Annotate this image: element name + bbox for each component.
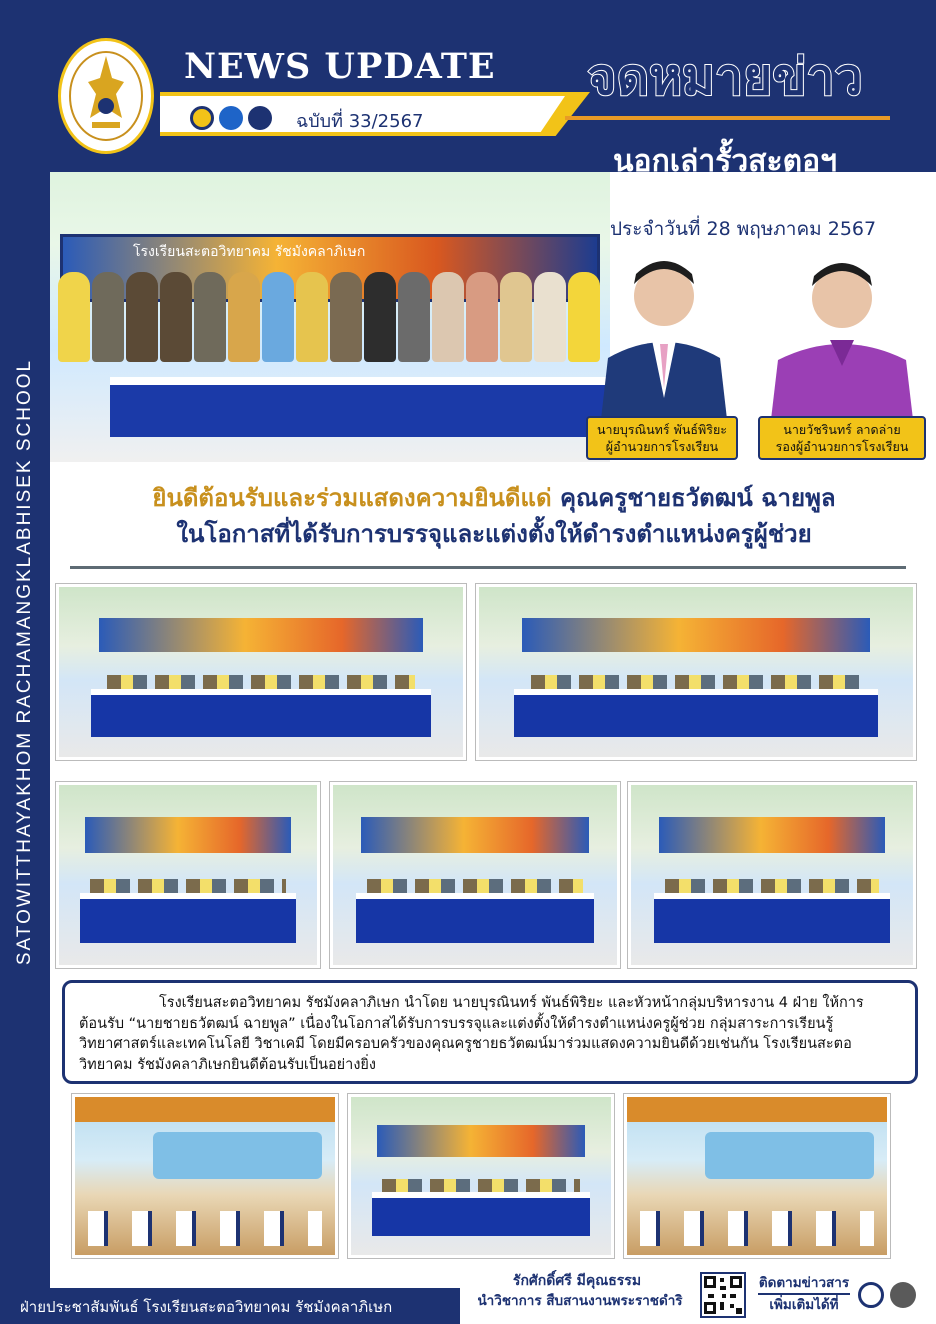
photo-mural (153, 1132, 322, 1179)
event-photo (330, 782, 620, 968)
group-photo (50, 172, 610, 462)
headline-line2: ในโอกาสที่ได้รับการบรรจุและแต่งตั้งให้ดำรงตำแหน่งครูผู้ช่วย (176, 520, 812, 548)
headline-part1: ยินดีต้อนรับและร่วมแสดงความยินดีแด่ (152, 484, 552, 512)
photo-table (80, 893, 297, 943)
person (126, 272, 158, 362)
photo-table (372, 1192, 590, 1236)
person (500, 272, 532, 362)
footer-motto-1: รักศักดิ์ศรี มีคุณธรรม (512, 1273, 642, 1289)
dot-icon (890, 1282, 916, 1308)
deputy-role: รองผู้อำนวยการโรงเรียน (775, 439, 909, 454)
qr-code[interactable] (700, 1272, 746, 1318)
banner-text: โรงเรียนสะตอวิทยาคม รัชมังคลาภิเษก (133, 244, 366, 260)
footer-motto-2: นำวิชาการ สืบสานงานพระราชดำริ (477, 1293, 683, 1309)
portrait-photo (758, 248, 926, 428)
follow-box (754, 1272, 854, 1316)
dot-icon (858, 1282, 884, 1308)
director-name: นายบุรณินทร์ พันธ์พิริยะ (596, 422, 727, 437)
issue-date: ประจำวันที่ 28 พฤษภาคม 2567 (610, 218, 877, 240)
footer-dots (858, 1282, 916, 1308)
school-name-vertical: SATOWITTHAYAKHOM RACHAMANGKLABHISEK SCHOOL (14, 358, 35, 966)
follow-line-1: ติดตามข่าวสาร (758, 1275, 850, 1291)
footer-department: ฝ่ายประชาสัมพันธ์ โรงเรียนสะตอวิทยาคม รัชมังคลาภิเษก (20, 1298, 393, 1316)
portrait-deputy (758, 248, 926, 460)
event-photo (624, 1094, 890, 1258)
divider (70, 566, 906, 569)
people-group (50, 272, 610, 362)
photo-banner (659, 817, 885, 853)
event-photo (628, 782, 916, 968)
header-dots (190, 106, 272, 130)
headline (66, 480, 922, 552)
crown-emblem-icon (66, 48, 146, 144)
photo-banner (99, 618, 422, 652)
person (194, 272, 226, 362)
person (58, 272, 90, 362)
photo-stage (75, 1097, 335, 1122)
photo-banner (85, 817, 291, 853)
photo-banner (522, 618, 869, 652)
photo-people (88, 1211, 322, 1246)
person (466, 272, 498, 362)
photo-mural (705, 1132, 874, 1179)
meeting-table (110, 377, 610, 437)
follow-line-2: เพิ่มเติมได้ที่ (769, 1297, 839, 1313)
headline-part2: คุณครูชายธวัตฒน์ ฉายพูล (559, 484, 836, 512)
news-body-box (62, 980, 918, 1084)
person (534, 272, 566, 362)
director-role: ผู้อำนวยการโรงเรียน (605, 439, 719, 454)
photo-people (640, 1211, 874, 1246)
person (262, 272, 294, 362)
photo-table (514, 689, 879, 737)
person (398, 272, 430, 362)
dot-icon (219, 106, 243, 130)
news-update-label: NEWS UPDATE (184, 46, 496, 87)
portrait-photo (586, 248, 738, 428)
event-photo (56, 584, 466, 760)
event-photo (56, 782, 320, 968)
qr-code-icon (702, 1274, 744, 1316)
person (296, 272, 328, 362)
follow-divider (758, 1293, 850, 1295)
issue-number: ฉบับที่ 33/2567 (296, 111, 424, 132)
title-underline (565, 116, 890, 120)
dot-icon (248, 106, 272, 130)
person (364, 272, 396, 362)
side-band (0, 0, 50, 1324)
photo-banner (361, 817, 588, 853)
event-photo (72, 1094, 338, 1258)
person (432, 272, 464, 362)
newsletter-title: จดหมายข่าว (587, 48, 863, 106)
photo-banner (377, 1125, 585, 1157)
deputy-name-box (758, 416, 926, 460)
deputy-name: นายวัชรินทร์ ลาดล่าย (783, 422, 901, 437)
photo-table (91, 689, 430, 737)
director-name-box (586, 416, 738, 460)
person (228, 272, 260, 362)
person (330, 272, 362, 362)
photo-table (356, 893, 595, 943)
photo-stage (627, 1097, 887, 1122)
photo-table (654, 893, 891, 943)
news-body: โรงเรียนสะตอวิทยาคม รัชมังคลาภิเษก นำโดย นายบุรณินทร์ พันธ์พิริยะ และหัวหน้ากลุ่มบริหารงาน 4 ฝ่าย ให้การต้อนรับ “นายชายธวัตฒน์ ฉายพูล” เนื่องในโอกาสได้รับการบรรจุและแต่งตั้งให้ดำรงตำแหน่งครูผู้ช่วย กลุ่มสาระการเรียนรู้วิทยาศาสตร์และเทคโนโลยี วิชาเคมี โดยมีครอบครัวของคุณครูชายธวัตฒน์มาร่วมแสดงความยินดีด้วยเช่นกัน โรงเรียนสะตอวิทยาคม รัชมังคลาภิเษกยินดีต้อนรับเป็นอย่างยิ่ง (79, 995, 864, 1073)
event-photo (348, 1094, 614, 1258)
person (92, 272, 124, 362)
school-logo (58, 38, 154, 154)
dot-icon (190, 106, 214, 130)
newsletter-subtitle: นอกเล่ารั้วสะตอฯ (613, 144, 837, 179)
event-photo (476, 584, 916, 760)
person (160, 272, 192, 362)
portrait-director (586, 248, 738, 460)
